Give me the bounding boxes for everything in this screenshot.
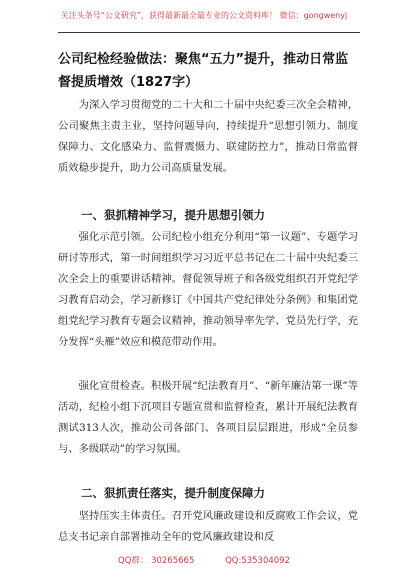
- section-1-paragraph-2: 强化宣贯检查。积极开展“纪法教育月”、“新年廉洁第一课”等活动，纪检小组下沉项目专题宣贯和监督检查，累计开展纪法教育测试313人次，推动公司各部门、各项目层层跟进，形成“全员参与、多级联动”的学习氛围。: [58, 380, 358, 455]
- header-divider: [58, 32, 360, 33]
- section-1-paragraph-1: 强化示范引领。公司纪检小组充分利用“第一议题”、专题学习研讨等形式，第一时间组织学习习近平总书记在二十届中央纪委三次全会上的重要讲话精神。督促领导班子和各级党组织召开党纪学习教育启动会，学习新修订《中国共产党纪律处分条例》和集团党组党纪学习教育专题会议精神，推动领导率先学、党员先行学，充分发挥“头雁”效应和模范带动作用。: [58, 231, 358, 348]
- section-2-paragraph-1: 坚持压实主体责任。召开党风廉政建设和反腐败工作会议，党总支书记亲自部署推动全年的党风廉政建设和反: [58, 510, 358, 543]
- section-1-heading: 一、狠抓精神学习，提升思想引领力: [81, 208, 265, 222]
- footer-qq: QQ:535304092: [225, 556, 290, 566]
- footer-contact: [0, 554, 408, 566]
- footer-qq-group: QQ群： 30265665: [118, 556, 195, 566]
- section-2-heading: 二、狠抓责任落实，提升制度保障力: [81, 486, 265, 500]
- document-title: 公司纪检经验做法：聚焦“五力”提升，推动日常监督提质增效（1827字）: [58, 52, 349, 90]
- intro-paragraph: 为深入学习贯彻党的二十大和二十届中央纪委三次全会精神，公司聚焦主责主业，坚持问题导向，持续提升“思想引领力、制度保障力、文化感染力、监督震慑力、联建防控力”，推动日常监督质效稳步提升，助力公司高质量发展。: [58, 99, 358, 174]
- header-promo-note: 关注头条号“公文研究”，获得最新最全最专业的公文资料库！ 微信：gongwenyj: [60, 11, 348, 20]
